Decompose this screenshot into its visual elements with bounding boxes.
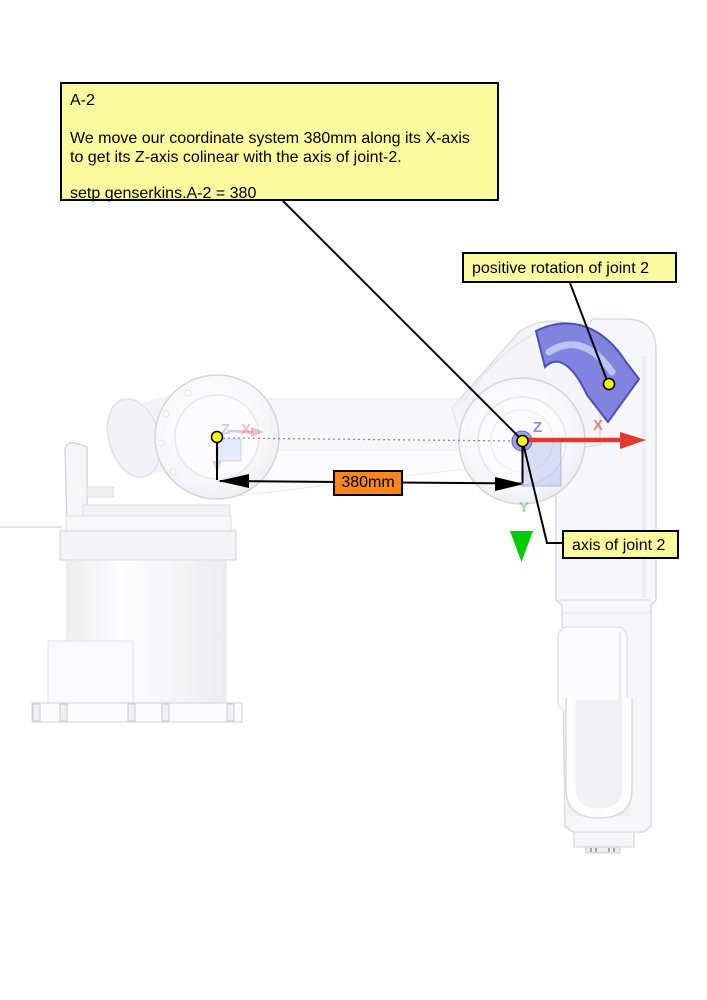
callout-positive-rotation: positive rotation of joint 2 bbox=[462, 252, 677, 283]
a2-title: A-2 bbox=[70, 92, 95, 109]
base-flange bbox=[60, 531, 236, 560]
a2-description-line2: to get its Z-axis colinear with the axis of joint-2. bbox=[70, 149, 402, 166]
base-bracket-shelf bbox=[87, 487, 113, 497]
joint1-z-axis-label: Z bbox=[221, 421, 231, 438]
callout-a2-parameter bbox=[60, 82, 499, 201]
robot-body bbox=[0, 319, 656, 853]
joint2-z-axis-label: Z bbox=[533, 419, 543, 436]
base-side-box bbox=[48, 641, 133, 703]
callout-axis-of-joint2: axis of joint 2 bbox=[562, 530, 679, 559]
a2-command: setp genserkins.A-2 = 380 bbox=[70, 185, 257, 202]
y-axis-arrowhead bbox=[510, 531, 533, 562]
anchor-dot-rotation bbox=[604, 379, 615, 390]
anchor-dot-joint2 bbox=[517, 436, 528, 447]
base-plate-top bbox=[66, 516, 231, 531]
a2-description-line1: We move our coordinate system 380mm along its X-axis bbox=[70, 130, 470, 147]
joint2-y-axis-label: Y bbox=[519, 499, 530, 516]
link-foot bbox=[574, 832, 634, 847]
joint1-x-axis-label: X bbox=[241, 421, 252, 438]
joint1-frame-square bbox=[218, 439, 241, 461]
joint2-x-axis-label: X bbox=[593, 417, 604, 434]
base-plate-upper bbox=[83, 505, 230, 516]
dimension-label-380mm: 380mm bbox=[333, 470, 403, 496]
